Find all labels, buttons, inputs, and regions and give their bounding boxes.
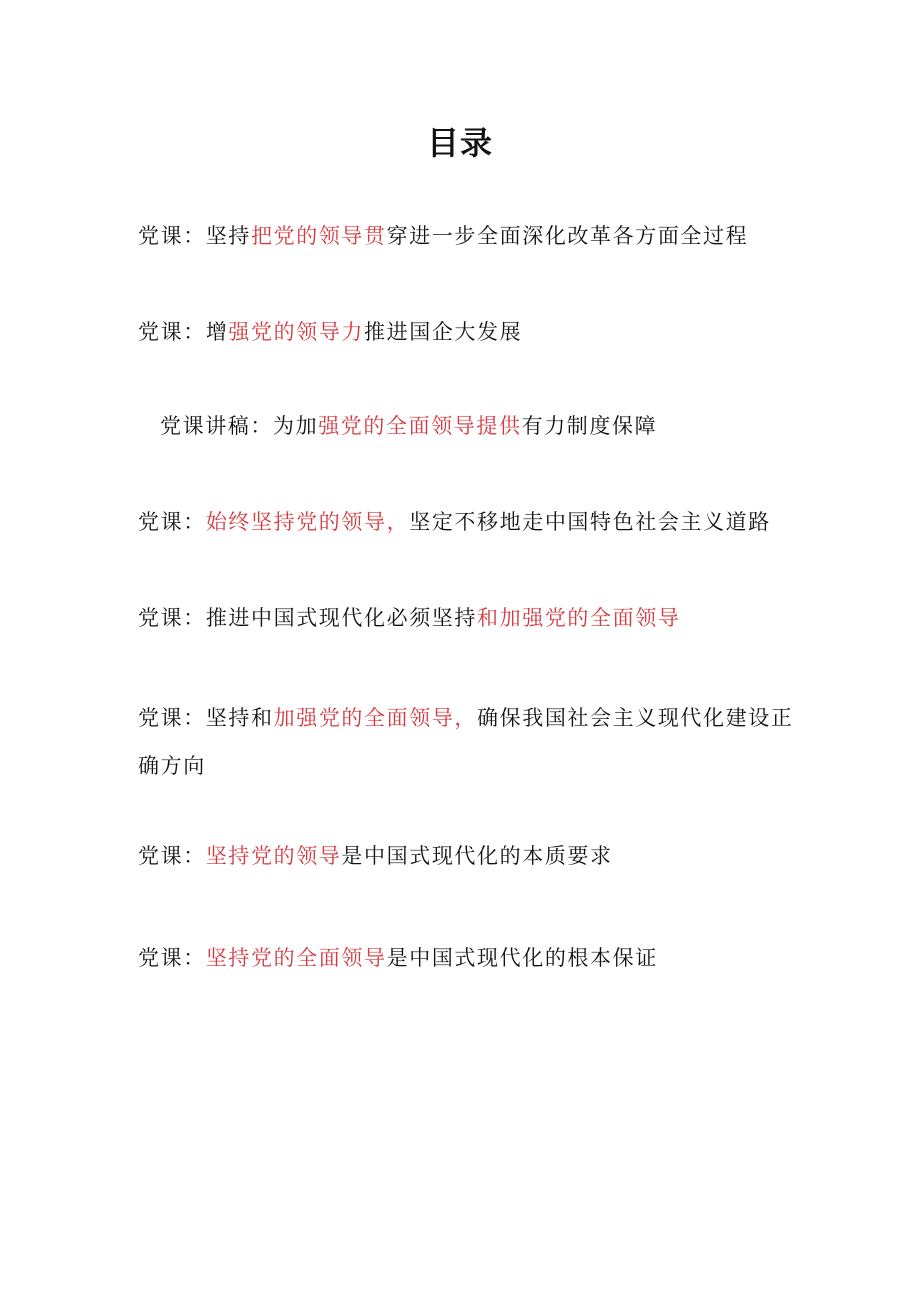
entry-prefix: 党课： bbox=[138, 224, 206, 248]
entry-prefix: 党课： bbox=[138, 844, 206, 868]
entry-prefix: 党课讲稿： bbox=[160, 414, 273, 438]
entry-text: 是中国式现代化的根本保证 bbox=[386, 946, 658, 970]
entry-highlight: 坚持党的领导 bbox=[205, 844, 342, 868]
entry-text: 穿进一步全面深化改革各方面全过程 bbox=[386, 224, 749, 248]
entry-highlight: 加强党的全面领导， bbox=[273, 706, 478, 730]
entry-text: 有力制度保障 bbox=[521, 414, 658, 438]
entry-highlight: 把党的领导贯 bbox=[251, 224, 387, 248]
toc-entry-8[interactable] bbox=[138, 940, 798, 976]
toc-entry-1[interactable] bbox=[138, 218, 798, 254]
entry-text: 为加 bbox=[273, 414, 319, 438]
toc-entry-2[interactable] bbox=[138, 314, 798, 350]
entry-highlight: 强党的全面领导提供 bbox=[318, 414, 522, 438]
toc-entry-3[interactable] bbox=[160, 408, 820, 444]
entry-text: 坚定不移地走中国特色社会主义道路 bbox=[409, 510, 771, 534]
entry-highlight: 始终坚持党的领导， bbox=[205, 510, 410, 534]
toc-entry-5[interactable] bbox=[138, 600, 798, 636]
page-title: 目录 bbox=[426, 124, 493, 162]
entry-prefix: 党课： bbox=[138, 946, 206, 970]
entry-highlight: 强党的领导力 bbox=[228, 320, 365, 344]
entry-text: 坚持和 bbox=[205, 706, 274, 730]
entry-prefix: 党课： bbox=[138, 706, 206, 730]
entry-text: 推进国企大发展 bbox=[364, 320, 523, 344]
entry-prefix: 党课： bbox=[138, 606, 206, 630]
entry-prefix: 党课： bbox=[138, 510, 206, 534]
entry-highlight: 和加强党的全面领导 bbox=[477, 606, 681, 630]
toc-entry-6[interactable] bbox=[138, 694, 798, 790]
entry-prefix: 党课： bbox=[138, 320, 206, 344]
entry-text: 增 bbox=[205, 320, 229, 344]
entry-text: 是中国式现代化的本质要求 bbox=[341, 844, 613, 868]
entry-text: 坚持 bbox=[205, 224, 252, 248]
toc-entry-4[interactable] bbox=[138, 504, 798, 540]
entry-highlight: 坚持党的全面领导 bbox=[205, 946, 387, 970]
entry-text: 推进中国式现代化必须坚持 bbox=[205, 606, 478, 630]
entry-text: 确保我国社会主义现代化建设正确方向 bbox=[138, 706, 794, 778]
toc-entry-7[interactable] bbox=[138, 838, 798, 874]
